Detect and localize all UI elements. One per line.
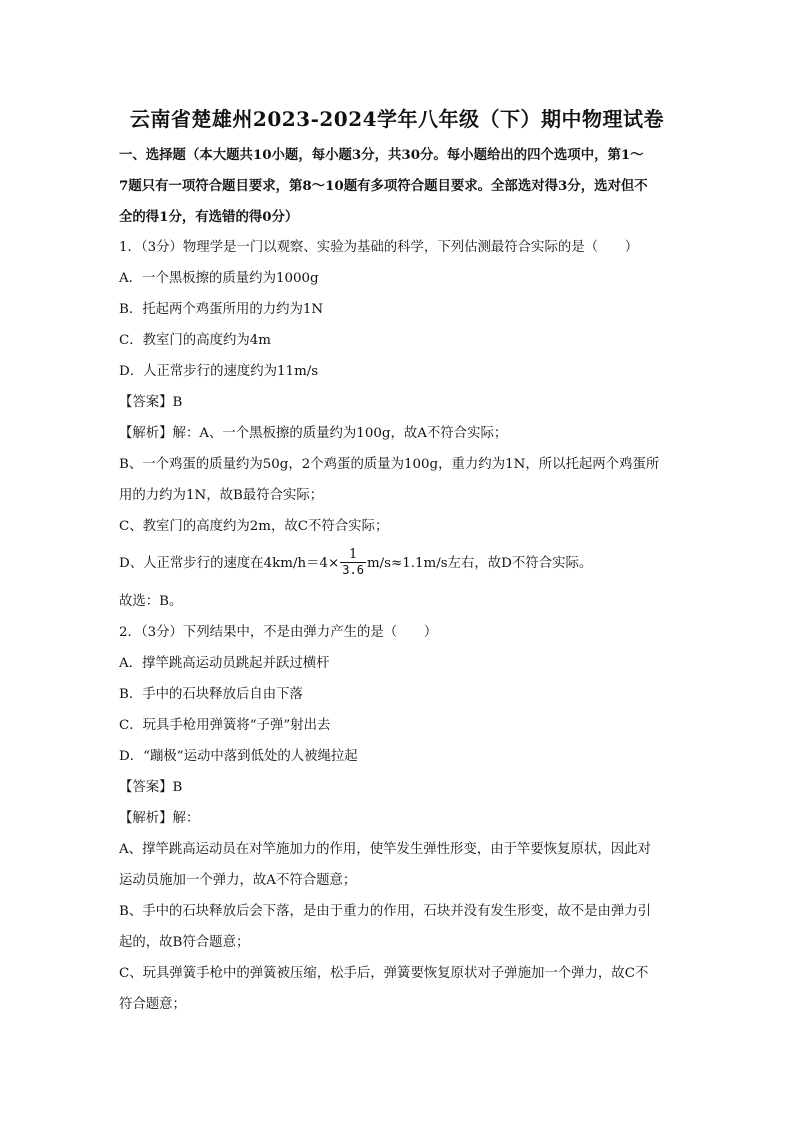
q1-analysis-d-prefix: D、人正常步行的速度在4km/h＝4× xyxy=(119,556,340,571)
q1-analysis-line-1: 【解析】解：A、一个黑板擦的质量约为100g，故A不符合实际； xyxy=(119,426,508,441)
q1-option-b: B．托起两个鸡蛋所用的力约为1N xyxy=(119,302,324,317)
section-intro-line-2: 7题只有一项符合题目要求，第8～10题有多项符合题目要求。全部选对得3分，选对但不 xyxy=(119,178,648,194)
q1-analysis-line-5 xyxy=(119,549,592,579)
q1-analysis-line-2: B、一个鸡蛋的质量约为50g，2个鸡蛋的质量为100g，重力约为1N，所以托起两个鸡蛋所 xyxy=(119,457,660,472)
q1-analysis-line-4: C、教室门的高度约为2m，故C不符合实际； xyxy=(119,519,389,534)
q2-option-d: D．“蹦极”运动中落到低处的人被绳拉起 xyxy=(119,749,358,764)
q2-option-a: A．撑竿跳高运动员跳起并跃过横杆 xyxy=(119,656,330,671)
q2-stem: 2．（3分）下列结果中，不是由弹力产生的是（ ） xyxy=(119,625,438,640)
section-intro-line-1: 一、选择题（本大题共10小题，每小题3分，共30分。每小题给出的四个选项中，第1～ xyxy=(119,147,644,163)
q1-conclusion: 故选：B。 xyxy=(119,594,183,609)
q2-option-c: C．玩具手枪用弹簧将“子弹”射出去 xyxy=(119,718,331,733)
q2-analysis-line-1: A、撑竿跳高运动员在对竿施加力的作用，使竿发生弹性形变，由于竿要恢复原状，因此对 xyxy=(119,842,651,857)
q2-analysis-line-5: C、玩具弹簧手枪中的弹簧被压缩，松手后，弹簧要恢复原状对子弹施加一个弹力，故C不 xyxy=(119,966,649,981)
q2-analysis-line-2: 运动员施加一个弹力，故A不符合题意； xyxy=(119,873,357,888)
q2-option-b: B．手中的石块释放后自由下落 xyxy=(119,687,303,702)
q1-stem: 1．（3分）物理学是一门以观察、实验为基础的科学，下列估测最符合实际的是（ ） xyxy=(119,240,639,255)
exam-title: 云南省楚雄州2023-2024学年八年级（下）期中物理试卷 xyxy=(129,107,665,131)
q2-analysis-line-3: B、手中的石块释放后会下落，是由于重力的作用，石块并没有发生形变，故不是由弹力引 xyxy=(119,904,652,919)
q1-option-a: A．一个黑板擦的质量约为1000g xyxy=(119,271,319,286)
fraction xyxy=(340,548,366,577)
fraction-denominator: 3.6 xyxy=(342,563,364,577)
q1-option-d: D．人正常步行的速度约为11m/s xyxy=(119,364,319,379)
q1-analysis-d-suffix: m/s≈1.1m/s左右，故D不符合实际。 xyxy=(366,556,593,571)
q2-analysis-head: 【解析】解： xyxy=(119,811,200,826)
q1-analysis-line-3: 用的力约为1N，故B最符合实际； xyxy=(119,488,324,503)
q2-analysis-line-6: 符合题意； xyxy=(119,997,186,1012)
section-intro-line-3: 全的得1分，有选错的得0分） xyxy=(119,209,299,225)
q1-option-c: C．教室门的高度约为4m xyxy=(119,333,271,348)
q1-answer: 【答案】B xyxy=(119,395,183,410)
fraction-numerator: 1 xyxy=(340,548,366,563)
q2-answer: 【答案】B xyxy=(119,780,183,795)
q2-analysis-line-4: 起的，故B符合题意； xyxy=(119,935,250,950)
